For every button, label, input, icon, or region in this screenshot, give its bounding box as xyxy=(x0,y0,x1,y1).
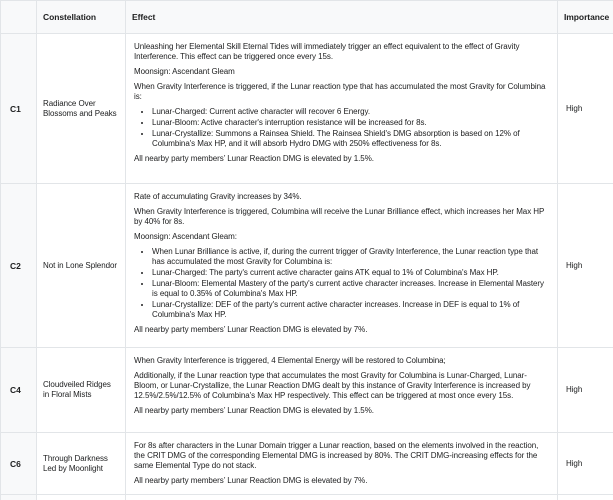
effect-paragraph: For 8s after characters in the Lunar Domain trigger a Lunar reaction, based on the elements involved in the reaction, the CRIT DMG of the corresponding Elemental DMG is increased by 80%. The CRIT DMG-increasing effects for the same Elemental Type do not stack. xyxy=(134,441,539,470)
effect-bullet-list xyxy=(134,107,549,149)
constellation-name: Radiance Over Blossoms and Peaks xyxy=(37,34,126,184)
table-row-c4 xyxy=(1,348,613,433)
effect-bullet-item: • Lunar-Charged: The party's current active character gains ATK equal to 1% of Columbina's Max HP. xyxy=(152,268,549,278)
effect-cell xyxy=(126,433,558,495)
table-header-row xyxy=(1,1,613,34)
effect-paragraph: Unleashing her Elemental Skill Eternal Tides will immediately trigger an effect equivalent to the effect of Gravity Interference. This effect can be triggered once every 15s. xyxy=(134,42,520,61)
effect-bullet-item: • When Lunar Brilliance is active, if, during the current trigger of Gravity Interference, the Lunar reaction type that has accumulated the most Gravity for Columbina is: xyxy=(152,247,549,267)
effect-paragraph: Rate of accumulating Gravity increases by 34%. xyxy=(134,192,302,201)
row-id-label: C6 xyxy=(1,433,37,495)
effect-paragraph: Moonsign: Ascendant Gleam xyxy=(134,67,235,76)
header-cell-effect: Effect xyxy=(126,1,558,34)
row-id-label: C4 xyxy=(1,348,37,433)
header-cell-blank xyxy=(1,1,37,34)
row-id-label: C1 xyxy=(1,34,37,184)
effect-bullet-list xyxy=(134,247,549,320)
effect-bullet-item: • Lunar-Crystallize: DEF of the party's current active character increases. Increase in DEF is equal to 1% of Columbina's Max HP. xyxy=(152,300,549,320)
effect-paragraph: All nearby party members’ Lunar Reaction DMG is elevated by 7%. xyxy=(134,476,368,485)
table-row-c2 xyxy=(1,184,613,348)
table-row-partial xyxy=(1,495,613,500)
effect-cell xyxy=(126,184,558,348)
row-id-label xyxy=(1,495,37,500)
table-row-c1 xyxy=(1,34,613,184)
table-row-c6 xyxy=(1,433,613,495)
header-cell-constellation: Constellation xyxy=(37,1,126,34)
effect-bullet-item: • Lunar-Bloom: Active character's interruption resistance will be increased for 8s. xyxy=(152,118,549,128)
constellation-name: Through Darkness Led by Moonlight xyxy=(37,433,126,495)
effect-cell xyxy=(126,348,558,433)
importance-value: High xyxy=(558,348,613,433)
effect-paragraph: When Gravity Interference is triggered, Columbina will receive the Lunar Brilliance effect, which increases her Max HP by 40% for 8s. xyxy=(134,207,545,226)
effect-bullet-item: • Lunar-Bloom: Elemental Mastery of the party's current active character increases. Increase in Elemental Mastery is equal to 0.35% of Columbina's Max HP. xyxy=(152,279,549,299)
effect-paragraph: All nearby party members’ Lunar Reaction DMG is elevated by 7%. xyxy=(134,325,368,334)
effect-cell xyxy=(126,34,558,184)
effect-paragraph: Moonsign: Ascendant Gleam: xyxy=(134,232,237,241)
effect-paragraph: When Gravity Interference is triggered, if the Lunar reaction type that has accumulated the most Gravity for Columbina is: xyxy=(134,82,546,101)
effect-paragraph: All nearby party members’ Lunar Reaction DMG is elevated by 1.5%. xyxy=(134,154,374,163)
effect-paragraph: When Gravity Interference is triggered, 4 Elemental Energy will be restored to Columbina; xyxy=(134,356,446,365)
effect-bullet-item: • Lunar-Crystallize: Summons a Rainsea Shield. The Rainsea Shield's DMG absorption is based on 12% of Columbina's Max HP, and it will absorb Hydro DMG with 250% effectiveness for 8s. xyxy=(152,129,549,149)
effect-paragraph: All nearby party members’ Lunar Reaction DMG is elevated by 1.5%. xyxy=(134,406,374,415)
constellation-name: Not in Lone Splendor xyxy=(37,184,126,348)
effect-paragraph: Additionally, if the Lunar reaction type that accumulates the most Gravity for Columbina is Lunar-Charged, Lunar-Bloom, or Lunar-Crystallize, the Lunar Reaction DMG dealt by this instance of Gravity Interference is increased by 12.5%/2.5%/12.5% of Columbina's Max HP respectively. This effect can be triggered at most once every 15s. xyxy=(134,371,531,400)
importance-value: High xyxy=(558,433,613,495)
effect-bullet-item: • Lunar-Charged: Current active character will recover 6 Energy. xyxy=(152,107,549,117)
importance-value: High xyxy=(558,34,613,184)
importance-value: High xyxy=(558,184,613,348)
header-cell-importance: Importance xyxy=(558,1,613,34)
row-id-label: C2 xyxy=(1,184,37,348)
constellation-name: Cloudveiled Ridges in Floral Mists xyxy=(37,348,126,433)
